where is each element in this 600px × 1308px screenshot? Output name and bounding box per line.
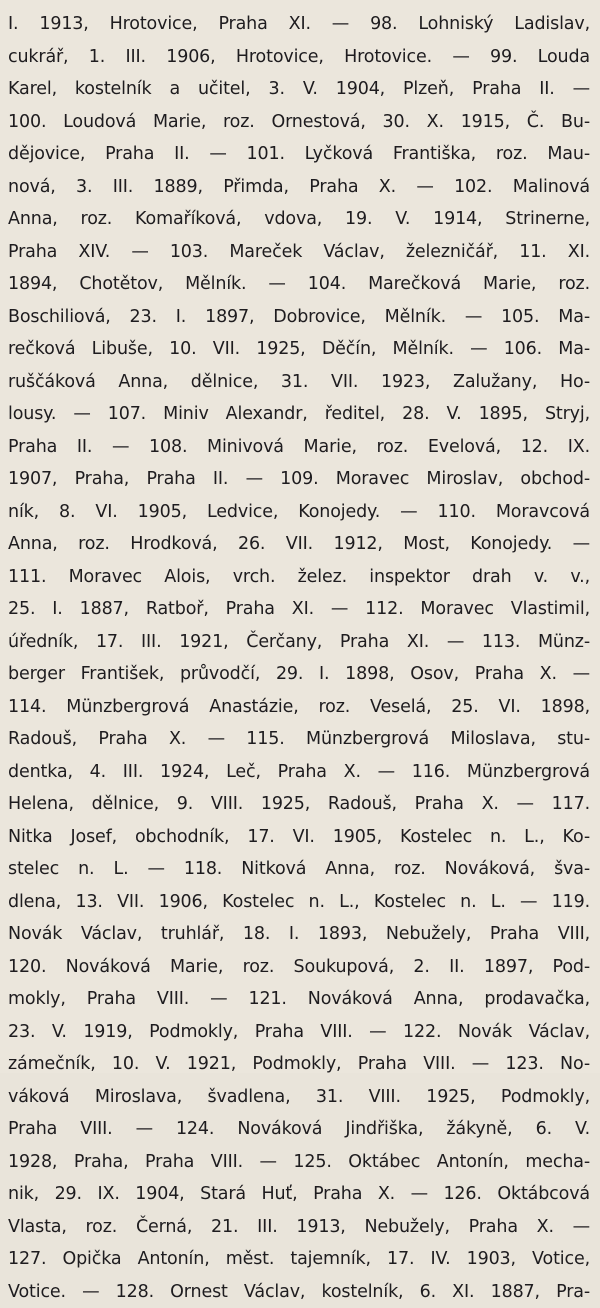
text-line: 1928, Praha, Praha VIII. — 125. Oktábec Antonín, mecha- — [8, 1146, 590, 1179]
text-line: 100. Loudová Marie, roz. Ornestová, 30. X. 1915, Č. Bu- — [8, 106, 590, 139]
text-line: Praha II. — 108. Minivová Marie, roz. Evelová, 12. IX. — [8, 431, 590, 464]
text-line: 1894, Chotětov, Mělník. — 104. Marečková Marie, roz. — [8, 268, 590, 301]
text-line: 127. Opička Antonín, měst. tajemník, 17. IV. 1903, Votice, — [8, 1243, 590, 1276]
text-line: rečková Libuše, 10. VII. 1925, Děčín, Mělník. — 106. Ma- — [8, 333, 590, 366]
text-line: 23. V. 1919, Podmokly, Praha VIII. — 122. Novák Václav, — [8, 1016, 590, 1049]
text-line: Karel, kostelník a učitel, 3. V. 1904, Plzeň, Praha II. — — [8, 73, 590, 106]
register-text — [8, 8, 590, 1308]
text-line: Praha VIII. — 124. Nováková Jindřiška, žákyně, 6. V. — [8, 1113, 590, 1146]
text-line: 25. I. 1887, Ratboř, Praha XI. — 112. Moravec Vlastimil, — [8, 593, 590, 626]
text-line: váková Miroslava, švadlena, 31. VIII. 1925, Podmokly, — [8, 1081, 590, 1114]
text-line: Vlasta, roz. Černá, 21. III. 1913, Nebužely, Praha X. — — [8, 1211, 590, 1244]
text-line: mokly, Praha VIII. — 121. Nováková Anna, prodavačka, — [8, 983, 590, 1016]
text-line: dlena, 13. VII. 1906, Kostelec n. L., Kostelec n. L. — 119. — [8, 886, 590, 919]
text-line: I. 1913, Hrotovice, Praha XI. — 98. Lohniský Ladislav, — [8, 8, 590, 41]
text-line: dějovice, Praha II. — 101. Lyčková Františka, roz. Mau- — [8, 138, 590, 171]
text-line: 111. Moravec Alois, vrch. želez. inspektor drah v. v., — [8, 561, 590, 594]
text-line: nik, 29. IX. 1904, Stará Huť, Praha X. — 126. Oktábcová — [8, 1178, 590, 1211]
text-line: 1907, Praha, Praha II. — 109. Moravec Miroslav, obchod- — [8, 463, 590, 496]
text-line: Radouš, Praha X. — 115. Münzbergrová Miloslava, stu- — [8, 723, 590, 756]
text-line: Votice. — 128. Ornest Václav, kostelník, 6. XI. 1887, Pra- — [8, 1276, 590, 1308]
text-line: Novák Václav, truhlář, 18. I. 1893, Nebužely, Praha VIII, — [8, 918, 590, 951]
text-line: Praha XIV. — 103. Mareček Václav, železničář, 11. XI. — [8, 236, 590, 269]
text-line: Anna, roz. Hrodková, 26. VII. 1912, Most, Konojedy. — — [8, 528, 590, 561]
text-line: cukrář, 1. III. 1906, Hrotovice, Hrotovice. — 99. Louda — [8, 41, 590, 74]
text-line: úředník, 17. III. 1921, Čerčany, Praha XI. — 113. Münz- — [8, 626, 590, 659]
text-line: ník, 8. VI. 1905, Ledvice, Konojedy. — 110. Moravcová — [8, 496, 590, 529]
text-line: Anna, roz. Komaříková, vdova, 19. V. 1914, Strinerne, — [8, 203, 590, 236]
text-line: ruščáková Anna, dělnice, 31. VII. 1923, Zalužany, Ho- — [8, 366, 590, 399]
text-line: stelec n. L. — 118. Nitková Anna, roz. Nováková, šva- — [8, 853, 590, 886]
text-line: dentka, 4. III. 1924, Leč, Praha X. — 116. Münzbergrová — [8, 756, 590, 789]
text-line: lousy. — 107. Miniv Alexandr, ředitel, 28. V. 1895, Stryj, — [8, 398, 590, 431]
text-line: Nitka Josef, obchodník, 17. VI. 1905, Kostelec n. L., Ko- — [8, 821, 590, 854]
text-line: 114. Münzbergrová Anastázie, roz. Veselá, 25. VI. 1898, — [8, 691, 590, 724]
text-line: nová, 3. III. 1889, Přimda, Praha X. — 102. Malinová — [8, 171, 590, 204]
text-line: Helena, dělnice, 9. VIII. 1925, Radouš, Praha X. — 117. — [8, 788, 590, 821]
text-line: berger František, průvodčí, 29. I. 1898, Osov, Praha X. — — [8, 658, 590, 691]
text-line: Boschiliová, 23. I. 1897, Dobrovice, Mělník. — 105. Ma- — [8, 301, 590, 334]
text-line: zámečník, 10. V. 1921, Podmokly, Praha VIII. — 123. No- — [8, 1048, 590, 1081]
text-line: 120. Nováková Marie, roz. Soukupová, 2. II. 1897, Pod- — [8, 951, 590, 984]
